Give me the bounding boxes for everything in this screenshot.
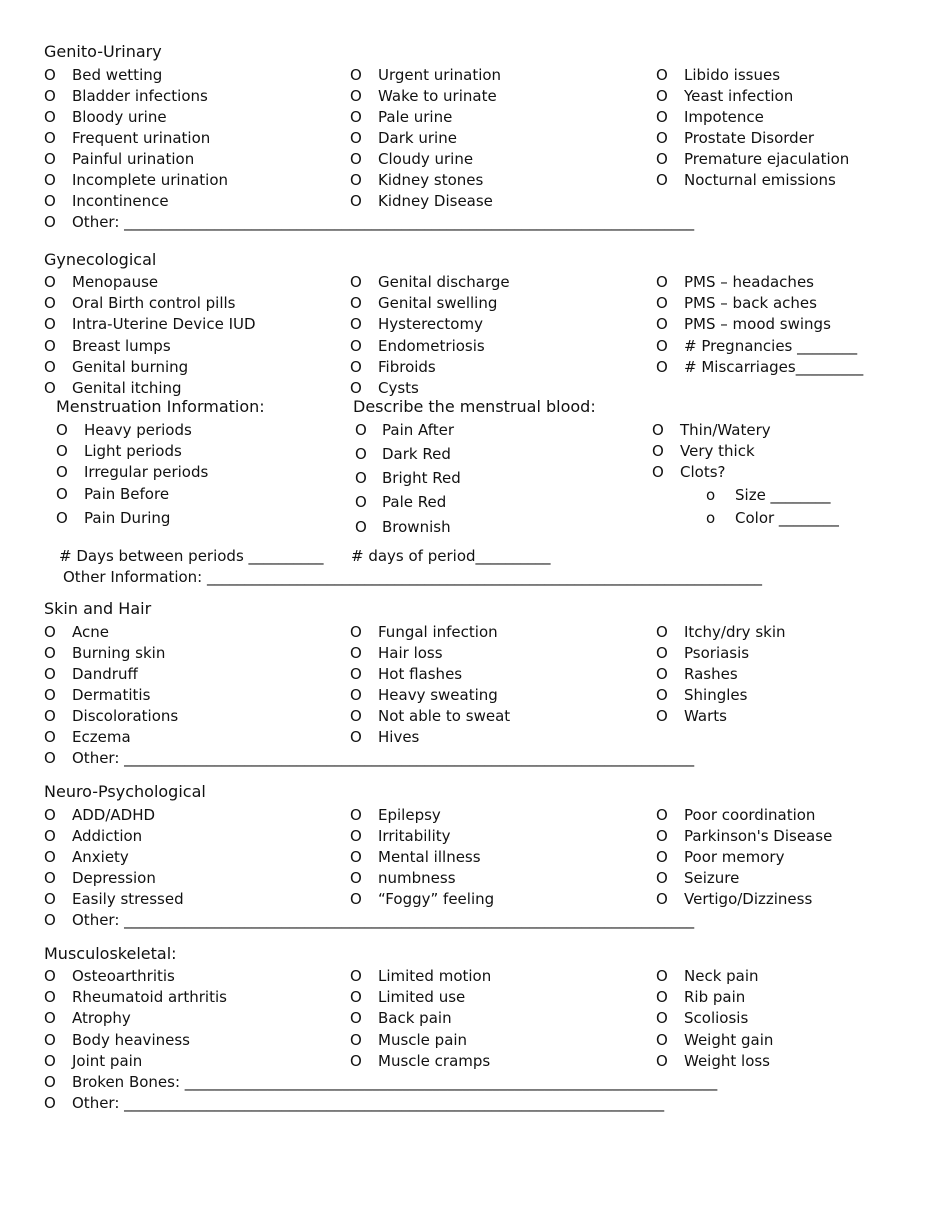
checklist-item-label: Dandruff: [72, 665, 138, 683]
checklist-item-label: Other: ____________________________________________________________________________: [72, 911, 695, 929]
checklist-item-label: Incontinence: [72, 192, 169, 210]
checklist-item-label: PMS – mood swings: [684, 315, 831, 334]
checklist-item-label: Wake to urinate: [378, 87, 497, 105]
checklist-item-label: Painful urination: [72, 150, 195, 168]
checkbox-bullet[interactable]: O: [652, 463, 664, 481]
checklist-item-label: Shingles: [684, 686, 748, 704]
checkbox-bullet[interactable]: O: [656, 623, 668, 641]
checkbox-bullet[interactable]: O: [44, 1051, 56, 1070]
checkbox-bullet[interactable]: O: [656, 273, 668, 291]
checklist-item-label: Genital burning: [72, 357, 189, 376]
checkbox-bullet[interactable]: O: [656, 827, 668, 845]
checkbox-bullet[interactable]: O: [652, 442, 664, 460]
checkbox-bullet[interactable]: O: [56, 442, 68, 460]
checklist-item-label: Dark Red: [382, 445, 451, 463]
checklist-item-label: Frequent urination: [72, 129, 211, 147]
checklist-item-label: Nocturnal emissions: [684, 171, 836, 189]
checklist-item-label: Bed wetting: [72, 66, 163, 84]
checklist-item-label: Easily stressed: [72, 890, 184, 908]
checklist-item-label: Very thick: [680, 442, 755, 460]
checkbox-bullet[interactable]: O: [350, 644, 362, 662]
checklist-item-label: Bladder infections: [72, 87, 208, 105]
checklist-item-label: Vertigo/Dizziness: [684, 890, 813, 908]
checklist-item-label: Incomplete urination: [72, 171, 229, 189]
checklist-item-label: Bright Red: [382, 469, 461, 487]
checkbox-bullet[interactable]: O: [350, 150, 362, 168]
checkbox-bullet[interactable]: O: [656, 1030, 668, 1049]
checklist-item-label: Kidney Disease: [378, 192, 493, 210]
checklist-item-label: Seizure: [684, 869, 740, 887]
checklist-item-label: Rheumatoid arthritis: [72, 988, 227, 1007]
checkbox-bullet[interactable]: O: [44, 848, 56, 866]
checkbox-bullet[interactable]: O: [44, 911, 56, 929]
checkbox-bullet[interactable]: O: [44, 87, 56, 105]
checklist-item-label: Fibroids: [378, 357, 436, 376]
checkbox-bullet[interactable]: O: [44, 150, 56, 168]
section-heading-gynecological: Gynecological: [44, 250, 157, 269]
checklist-item-label: Libido issues: [684, 66, 781, 84]
checklist-item-label: Back pain: [378, 1009, 452, 1028]
checklist-item-label: Urgent urination: [378, 66, 502, 84]
checkbox-bullet[interactable]: O: [44, 707, 56, 725]
checkbox-bullet[interactable]: O: [350, 827, 362, 845]
checklist-item-label: Itchy/dry skin: [684, 623, 786, 641]
checkbox-bullet[interactable]: O: [656, 869, 668, 887]
checkbox-bullet[interactable]: O: [656, 665, 668, 683]
checklist-item-label: Depression: [72, 869, 156, 887]
checkbox-bullet[interactable]: O: [355, 445, 367, 463]
checklist-item-label: Heavy periods: [84, 421, 192, 439]
checkbox-bullet[interactable]: O: [656, 129, 668, 147]
checklist-item-label: Irritability: [378, 827, 451, 845]
checklist-item-label: Cysts: [378, 379, 419, 397]
checklist-item-label: Prostate Disorder: [684, 129, 815, 147]
checkbox-bullet[interactable]: O: [350, 988, 362, 1007]
section-heading-genito-urinary: Genito-Urinary: [44, 42, 162, 61]
checklist-item-label: Neck pain: [684, 967, 759, 985]
checkbox-bullet[interactable]: O: [656, 171, 668, 189]
checklist-item-label: numbness: [378, 869, 456, 887]
checklist-item-label: Thin/Watery: [680, 421, 771, 439]
checkbox-bullet[interactable]: O: [656, 1009, 668, 1028]
checklist-item-label: Limited use: [378, 988, 466, 1007]
checkbox-bullet[interactable]: O: [350, 357, 362, 376]
checklist-item-label: Acne: [72, 623, 109, 641]
checklist-item-label: Muscle pain: [378, 1030, 468, 1049]
checkbox-bullet[interactable]: O: [44, 1073, 56, 1091]
checkbox-bullet[interactable]: O: [44, 988, 56, 1007]
checklist-item-label: PMS – back aches: [684, 294, 817, 313]
checklist-item-label: Genital itching: [72, 379, 182, 397]
checklist-item-label: Body heaviness: [72, 1030, 190, 1049]
checkbox-bullet[interactable]: O: [44, 869, 56, 887]
checklist-item-label: Genital discharge: [378, 273, 510, 291]
checklist-item-label: Endometriosis: [378, 336, 485, 355]
checklist-item-label: ADD/ADHD: [72, 806, 156, 824]
checkbox-bullet[interactable]: O: [350, 379, 362, 397]
checklist-item-label: “Foggy” feeling: [378, 890, 495, 908]
section-heading-skin-hair: Skin and Hair: [44, 599, 152, 618]
checkbox-bullet[interactable]: O: [44, 644, 56, 662]
checkbox-bullet[interactable]: O: [56, 463, 68, 481]
checkbox-bullet[interactable]: O: [350, 129, 362, 147]
checklist-item-label: Cloudy urine: [378, 150, 474, 168]
checkbox-bullet[interactable]: O: [350, 890, 362, 908]
checklist-item-label: Irregular periods: [84, 463, 209, 481]
section-heading-neuro-psychological: Neuro-Psychological: [44, 782, 206, 801]
checklist-item-label: Mental illness: [378, 848, 481, 866]
checkbox-bullet[interactable]: O: [355, 518, 367, 536]
checkbox-bullet[interactable]: O: [656, 315, 668, 334]
checkbox-bullet[interactable]: O: [350, 294, 362, 313]
checklist-item-label: Poor coordination: [684, 806, 816, 824]
checkbox-bullet[interactable]: O: [44, 728, 56, 746]
checklist-item-label: # Miscarriages_________: [684, 357, 864, 376]
checkbox-bullet[interactable]: O: [350, 108, 362, 126]
checkbox-bullet[interactable]: O: [56, 485, 68, 503]
checkbox-bullet[interactable]: O: [355, 469, 367, 487]
checkbox-bullet[interactable]: O: [44, 336, 56, 355]
checklist-item-label: Hysterectomy: [378, 315, 483, 334]
checklist-item-label: Joint pain: [72, 1051, 143, 1070]
checklist-item-label: Other: ________________________________________________________________________: [72, 1094, 665, 1112]
checkbox-bullet[interactable]: O: [656, 294, 668, 313]
checkbox-bullet[interactable]: O: [44, 129, 56, 147]
checklist-item-label: Burning skin: [72, 644, 166, 662]
checklist-item-label: Kidney stones: [378, 171, 484, 189]
checkbox-bullet[interactable]: O: [656, 357, 668, 376]
checkbox-bullet[interactable]: O: [656, 848, 668, 866]
checkbox-bullet[interactable]: O: [350, 1009, 362, 1028]
checkbox-bullet[interactable]: O: [350, 315, 362, 334]
checkbox-bullet[interactable]: O: [56, 509, 68, 527]
checklist-item-label: Rashes: [684, 665, 738, 683]
menstruation-info-heading: Menstruation Information:: [56, 397, 265, 416]
checklist-item-label: Poor memory: [684, 848, 785, 866]
checklist-item-label: Hives: [378, 728, 420, 746]
checklist-item-label: Intra-Uterine Device IUD: [72, 315, 256, 334]
checklist-item-label: Scoliosis: [684, 1009, 749, 1028]
checklist-item-label: Broken Bones: _______________________________________________________________________: [72, 1073, 718, 1091]
days-of-period-field[interactable]: # days of period__________: [351, 547, 551, 565]
checkbox-bullet[interactable]: O: [44, 108, 56, 126]
checklist-item-label: Limited motion: [378, 967, 492, 985]
checklist-item-label: Pain During: [84, 509, 171, 527]
checkbox-bullet[interactable]: O: [350, 623, 362, 641]
checklist-item-label: Clots?: [680, 463, 726, 481]
checklist-item-label: Addiction: [72, 827, 143, 845]
checkbox-bullet[interactable]: O: [656, 806, 668, 824]
checkbox-bullet[interactable]: O: [44, 749, 56, 767]
checklist-item-label: Menopause: [72, 273, 159, 291]
checklist-item-label: Heavy sweating: [378, 686, 498, 704]
checkbox-bullet[interactable]: O: [44, 294, 56, 313]
checkbox-bullet[interactable]: O: [350, 273, 362, 291]
checkbox-bullet[interactable]: o: [706, 509, 716, 527]
checklist-item-label: Anxiety: [72, 848, 129, 866]
checklist-item-label: Breast lumps: [72, 336, 171, 355]
checkbox-bullet[interactable]: O: [350, 1030, 362, 1049]
checklist-item-label: Hair loss: [378, 644, 443, 662]
checklist-item-label: Warts: [684, 707, 727, 725]
checklist-item-label: Pain Before: [84, 485, 170, 503]
checklist-item-label: Fungal infection: [378, 623, 498, 641]
checklist-item-label: Light periods: [84, 442, 182, 460]
checkbox-bullet[interactable]: O: [350, 665, 362, 683]
checkbox-bullet[interactable]: O: [656, 336, 668, 355]
checkbox-bullet[interactable]: O: [350, 336, 362, 355]
checklist-item-label: Psoriasis: [684, 644, 750, 662]
checklist-item-label: Genital swelling: [378, 294, 498, 313]
checklist-item-label: Other: ____________________________________________________________________________: [72, 213, 695, 231]
checkbox-bullet[interactable]: O: [350, 192, 362, 210]
checkbox-bullet[interactable]: O: [44, 827, 56, 845]
checkbox-bullet[interactable]: O: [656, 686, 668, 704]
checklist-item-label: Size ________: [735, 486, 831, 504]
checklist-item-label: Yeast infection: [684, 87, 794, 105]
checklist-item-label: Pale Red: [382, 493, 447, 511]
checkbox-bullet[interactable]: o: [706, 486, 716, 504]
checkbox-bullet[interactable]: O: [652, 421, 664, 439]
checkbox-bullet[interactable]: O: [44, 379, 56, 397]
checkbox-bullet[interactable]: O: [350, 707, 362, 725]
checklist-item-label: Parkinson's Disease: [684, 827, 833, 845]
checkbox-bullet[interactable]: O: [656, 988, 668, 1007]
checklist-item-label: Bloody urine: [72, 108, 167, 126]
checklist-item-label: Eczema: [72, 728, 131, 746]
checklist-item-label: Dark urine: [378, 129, 457, 147]
checkbox-bullet[interactable]: O: [656, 1051, 668, 1070]
checkbox-bullet[interactable]: O: [656, 66, 668, 84]
checkbox-bullet[interactable]: O: [44, 192, 56, 210]
checkbox-bullet[interactable]: O: [656, 967, 668, 985]
checklist-item-label: Not able to sweat: [378, 707, 511, 725]
checklist-item-label: Osteoarthritis: [72, 967, 175, 985]
checkbox-bullet[interactable]: O: [44, 1030, 56, 1049]
checkbox-bullet[interactable]: O: [44, 315, 56, 334]
checklist-item-label: Premature ejaculation: [684, 150, 850, 168]
checkbox-bullet[interactable]: O: [350, 87, 362, 105]
checklist-item-label: PMS – headaches: [684, 273, 814, 291]
checklist-item-label: Weight gain: [684, 1030, 774, 1049]
checkbox-bullet[interactable]: O: [44, 806, 56, 824]
checkbox-bullet[interactable]: O: [350, 686, 362, 704]
section-heading-musculoskeletal: Musculoskeletal:: [44, 944, 177, 963]
checkbox-bullet[interactable]: O: [44, 686, 56, 704]
checkbox-bullet[interactable]: O: [656, 707, 668, 725]
checkbox-bullet[interactable]: O: [44, 623, 56, 641]
checkbox-bullet[interactable]: O: [44, 66, 56, 84]
checkbox-bullet[interactable]: O: [350, 66, 362, 84]
checkbox-bullet[interactable]: O: [56, 421, 68, 439]
days-between-periods-field[interactable]: # Days between periods __________: [59, 547, 324, 565]
checklist-item-label: Oral Birth control pills: [72, 294, 236, 313]
checkbox-bullet[interactable]: O: [44, 967, 56, 985]
checklist-item-label: Weight loss: [684, 1051, 771, 1070]
checkbox-bullet[interactable]: O: [350, 869, 362, 887]
checklist-item-label: Muscle cramps: [378, 1051, 491, 1070]
checkbox-bullet[interactable]: O: [656, 890, 668, 908]
checkbox-bullet[interactable]: O: [656, 108, 668, 126]
checklist-item-label: Pale urine: [378, 108, 453, 126]
checkbox-bullet[interactable]: O: [350, 848, 362, 866]
checklist-item-label: Pain After: [382, 421, 455, 439]
checklist-item-label: # Pregnancies ________: [684, 336, 858, 355]
checkbox-bullet[interactable]: O: [350, 806, 362, 824]
other-information-field[interactable]: Other Information: __________________________________________________________________________: [63, 568, 763, 586]
checkbox-bullet[interactable]: O: [44, 1094, 56, 1112]
checklist-item-label: Discolorations: [72, 707, 179, 725]
checkbox-bullet[interactable]: O: [44, 171, 56, 189]
checklist-item-label: Hot flashes: [378, 665, 463, 683]
checklist-item-label: Impotence: [684, 108, 764, 126]
checkbox-bullet[interactable]: O: [355, 421, 367, 439]
checklist-item-label: Atrophy: [72, 1009, 131, 1028]
checklist-item-label: Other: ____________________________________________________________________________: [72, 749, 695, 767]
checkbox-bullet[interactable]: O: [44, 273, 56, 291]
checkbox-bullet[interactable]: O: [44, 213, 56, 231]
checkbox-bullet[interactable]: O: [656, 150, 668, 168]
checkbox-bullet[interactable]: O: [355, 493, 367, 511]
checkbox-bullet[interactable]: O: [656, 87, 668, 105]
checklist-item-label: Epilepsy: [378, 806, 441, 824]
checkbox-bullet[interactable]: O: [350, 1051, 362, 1070]
checkbox-bullet[interactable]: O: [44, 665, 56, 683]
checkbox-bullet[interactable]: O: [44, 357, 56, 376]
checkbox-bullet[interactable]: O: [350, 728, 362, 746]
checklist-item-label: Rib pain: [684, 988, 746, 1007]
checkbox-bullet[interactable]: O: [350, 967, 362, 985]
checklist-item-label: Color ________: [735, 509, 839, 527]
menstrual-blood-heading: Describe the menstrual blood:: [353, 397, 596, 416]
checklist-item-label: Dermatitis: [72, 686, 151, 704]
checkbox-bullet[interactable]: O: [44, 1009, 56, 1028]
checkbox-bullet[interactable]: O: [350, 171, 362, 189]
checklist-item-label: Brownish: [382, 518, 451, 536]
checkbox-bullet[interactable]: O: [44, 890, 56, 908]
checkbox-bullet[interactable]: O: [656, 644, 668, 662]
